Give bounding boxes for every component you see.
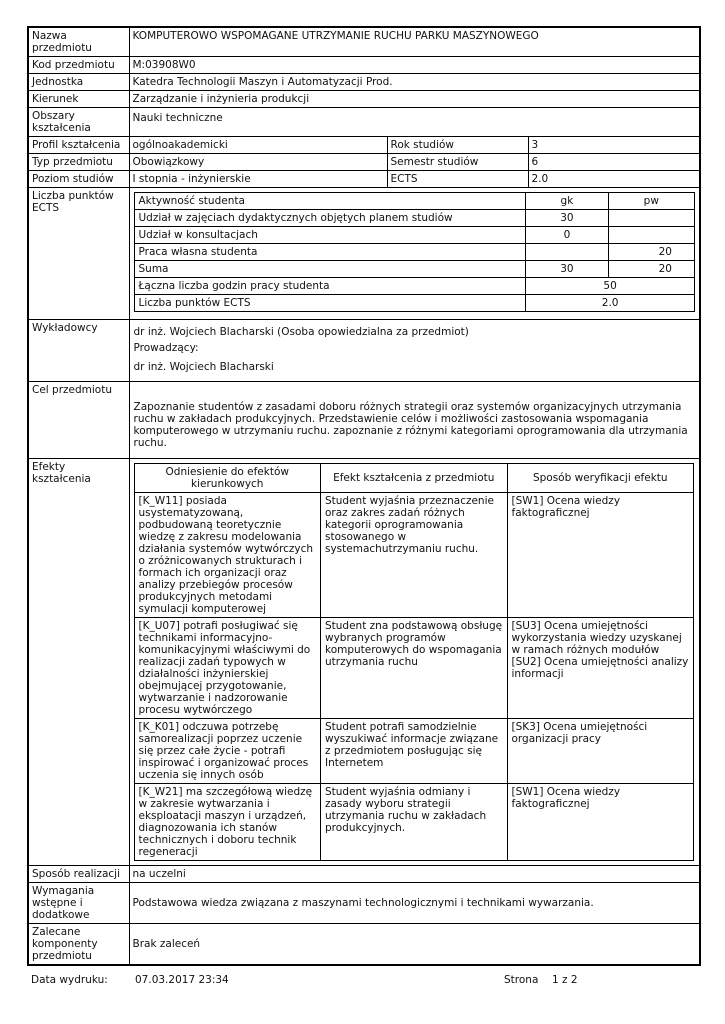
row-profil	[28, 137, 700, 154]
ects-table	[134, 192, 696, 312]
row-efekty	[28, 459, 700, 866]
row-poziom	[28, 171, 700, 188]
value-ects: 2.0	[528, 171, 700, 188]
efekty-row: [K_K01] odczuwa potrzebę samorealizacji poprzez uczenie się przez całe życie - potrafi inspirować i organizować proces uczenia się innych osób Student potrafi samodzielnie wyszukiwać informacje związane z przedmiotem posługując się Internetem [SK3] Ocena umiejętności organizacji pracy	[134, 719, 694, 784]
row-wykladowcy	[28, 320, 700, 382]
lecturer-prowadzacy-label: Prowadzący:	[133, 342, 199, 354]
ects-header-pw: pw	[608, 193, 694, 210]
course-sheet	[27, 26, 699, 966]
row-kod	[28, 57, 700, 74]
row-jednostka	[28, 74, 700, 91]
ects-row: Udział w zajęciach dydaktycznych objętych planem studiów 30	[134, 210, 695, 227]
value-cel: Zapoznanie studentów z zasadami doboru różnych strategii oraz systemów organizacyjnych utrzymania ruchu w zakładach produkcyjnych. Przedstawienie celów i możliwości zastosowania wspomagania komputerowego w utrzymaniu ruchu. zapoznanie z różnymi kategoriami oprogramowania dla utrzymania ruchu.	[129, 382, 700, 459]
row-realizacja	[28, 866, 700, 883]
label-realizacja: Sposób realizacji	[28, 866, 129, 883]
value-kierunek: Zarządzanie i inżynieria produkcji	[129, 91, 700, 108]
value-wymagania: Podstawowa wiedza związana z maszynami technologicznymi i technikami wywarzania.	[129, 883, 700, 924]
print-date: 07.03.2017 23:34	[135, 974, 229, 986]
label-liczba-ects: Liczba punktów ECTS	[28, 188, 129, 320]
efekty-header-ref: Odniesienie do efektów kierunkowych	[134, 464, 321, 493]
row-ects-table	[28, 188, 700, 320]
value-nazwa: KOMPUTEROWO WSPOMAGANE UTRZYMANIE RUCHU PARKU MASZYNOWEGO	[129, 27, 700, 57]
label-nazwa: Nazwa przedmiotu	[28, 27, 129, 57]
value-semestr: 6	[528, 154, 700, 171]
efekty-row: [K_W21] ma szczegółową wiedzę w zakresie wytwarzania i eksploatacji maszyn i urządzeń, diagnozowania ich stanów technicznych i doboru technik regeneracji Student wyjaśnia odmiany i zasady wyboru strategii utrzymania ruchu w zakładach produkcyjnych. [SW1] Ocena wiedzy faktograficznej	[134, 784, 694, 861]
label-poziom: Poziom studiów	[28, 171, 129, 188]
row-nazwa	[28, 27, 700, 57]
ects-row: Suma 30 20	[134, 261, 695, 278]
value-poziom: I stopnia - inżynierskie	[129, 171, 387, 188]
lecturer-name: dr inż. Wojciech Blacharski	[133, 361, 274, 373]
efekty-header-verify: Sposób weryfikacji efektu	[507, 464, 694, 493]
value-rok: 3	[528, 137, 700, 154]
label-rok: Rok studiów	[387, 137, 528, 154]
row-cel	[28, 382, 700, 459]
label-kierunek: Kierunek	[28, 91, 129, 108]
row-kierunek	[28, 91, 700, 108]
value-typ: Obowiązkowy	[129, 154, 387, 171]
label-wykladowcy: Wykładowcy	[28, 320, 129, 382]
label-obszary: Obszary kształcenia	[28, 108, 129, 137]
row-wymagania	[28, 883, 700, 924]
print-date-label: Data wydruku:	[31, 974, 108, 986]
label-profil: Profil kształcenia	[28, 137, 129, 154]
ects-header-name: Aktywność studenta	[134, 193, 526, 210]
label-ects: ECTS	[387, 171, 528, 188]
page-label: Strona	[504, 974, 539, 986]
value-jednostka: Katedra Technologii Maszyn i Automatyzacji Prod.	[129, 74, 700, 91]
label-jednostka: Jednostka	[28, 74, 129, 91]
value-zalecane: Brak zaleceń	[129, 924, 700, 966]
value-kod: M:03908W0	[129, 57, 700, 74]
efekty-header-effect: Efekt kształcenia z przedmiotu	[321, 464, 508, 493]
ects-header-gk: gk	[526, 193, 608, 210]
page-number: 1 z 2	[552, 974, 578, 986]
ects-row: Praca własna studenta 20	[134, 244, 695, 261]
efekty-header-row	[134, 464, 694, 493]
row-zalecane	[28, 924, 700, 966]
label-zalecane: Zalecane komponenty przedmiotu	[28, 924, 129, 966]
efekty-table	[134, 463, 695, 861]
lecturer-responsible: dr inż. Wojciech Blacharski (Osoba opowiedzialna za przedmiot)	[133, 326, 469, 338]
label-efekty: Efekty kształcenia	[28, 459, 129, 866]
label-wymagania: Wymagania wstępne i dodatkowe	[28, 883, 129, 924]
value-profil: ogólnoakademicki	[129, 137, 387, 154]
ects-total-hours-row: Łączna liczba godzin pracy studenta 50	[134, 278, 695, 295]
label-semestr: Semestr studiów	[387, 154, 528, 171]
label-typ: Typ przedmiotu	[28, 154, 129, 171]
ects-total-points-row: Liczba punktów ECTS 2.0	[134, 295, 695, 312]
label-kod: Kod przedmiotu	[28, 57, 129, 74]
efekty-row: [K_U07] potrafi posługiwać się technikami informacyjno-komunikacyjnymi właściwymi do realizacji zadań typowych w działalności inżynierskiej obejmującej przygotowanie, wytwarzanie i nadzorowanie procesu wytwórczego Student zna podstawową obsługę wybranych programów komputerowych do wspomagania utrzymania ruchu [SU3] Ocena umiejętności wykorzystania wiedzy uzyskanej w ramach różnych modułów [SU2] Ocena umiejętności analizy informacji	[134, 618, 694, 719]
label-cel: Cel przedmiotu	[28, 382, 129, 459]
value-realizacja: na uczelni	[129, 866, 700, 883]
row-typ	[28, 154, 700, 171]
ects-row: Udział w konsultacjach 0	[134, 227, 695, 244]
value-obszary: Nauki techniczne	[129, 108, 700, 137]
course-table	[27, 26, 701, 966]
efekty-row: [K_W11] posiada usystematyzowaną, podbudowaną teoretycznie wiedzę z zakresu modelowania działania systemów wytwórczych o zróżnicowanych strukturach i formach ich organizacji oraz analizy przebiegów procesów produkcyjnych metodami symulacji komputerowej Student wyjaśnia przeznaczenie oraz zakres zadań różnych kategorii oprogramowania stosowanego w systemachutrzymaniu ruchu. [SW1] Ocena wiedzy faktograficznej	[134, 493, 694, 618]
ects-header-row	[134, 193, 695, 210]
row-obszary	[28, 108, 700, 137]
